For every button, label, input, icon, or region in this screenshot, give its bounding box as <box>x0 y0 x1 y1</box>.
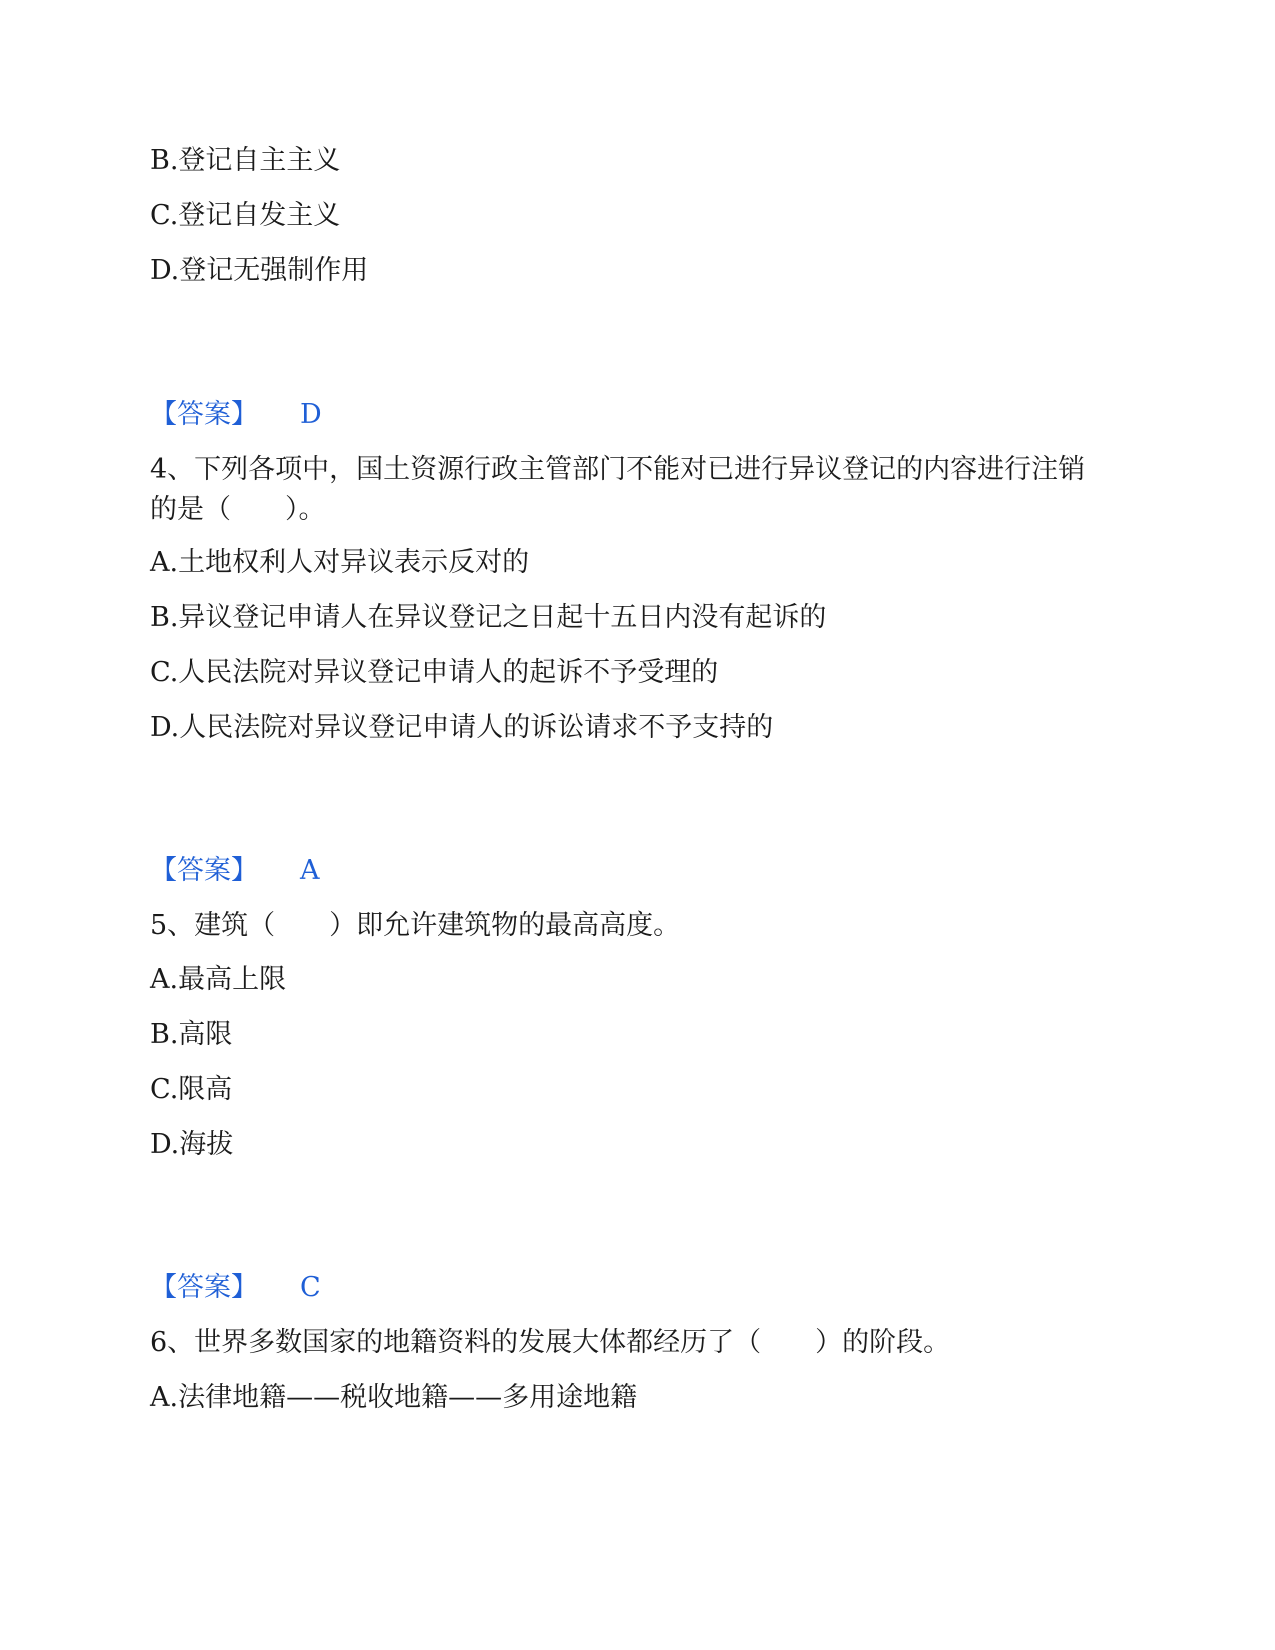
q4-option-d: D.人民法院对异议登记申请人的诉讼请求不予支持的 <box>150 712 774 743</box>
q3-option-c: C.登记自发主义 <box>150 200 341 231</box>
q4-stem: 4、下列各项中，国土资源行政主管部门不能对已进行异议登记的内容进行注销的是（ ）。 <box>150 454 1086 525</box>
q3-option-d: D.登记无强制作用 <box>150 255 369 286</box>
q5-answer <box>150 1273 321 1303</box>
answer-label: 【答案】 <box>150 1272 258 1303</box>
answer-value: D <box>300 399 322 430</box>
answer-value: C <box>300 1272 321 1303</box>
q6-stem: 6、世界多数国家的地籍资料的发展大体都经历了（ ）的阶段。 <box>150 1327 951 1358</box>
q4-option-a: A.土地权利人对异议表示反对的 <box>150 547 530 578</box>
answer-label: 【答案】 <box>150 399 258 430</box>
q4-answer <box>150 856 320 886</box>
q5-option-a: A.最高上限 <box>150 964 287 995</box>
q4-option-c: C.人民法院对异议登记申请人的起诉不予受理的 <box>150 657 719 688</box>
q5-option-b: B.高限 <box>150 1019 233 1050</box>
answer-label: 【答案】 <box>150 855 258 886</box>
answer-value: A <box>300 855 320 886</box>
q3-answer <box>150 400 322 430</box>
q5-stem: 5、建筑（ ）即允许建筑物的最高高度。 <box>150 910 681 941</box>
q5-option-c: C.限高 <box>150 1074 233 1105</box>
q6-option-a: A.法律地籍——税收地籍——多用途地籍 <box>150 1382 638 1413</box>
q3-option-b: B.登记自主主义 <box>150 145 341 176</box>
q4-option-b: B.异议登记申请人在异议登记之日起十五日内没有起诉的 <box>150 602 827 633</box>
q5-option-d: D.海拔 <box>150 1129 234 1160</box>
